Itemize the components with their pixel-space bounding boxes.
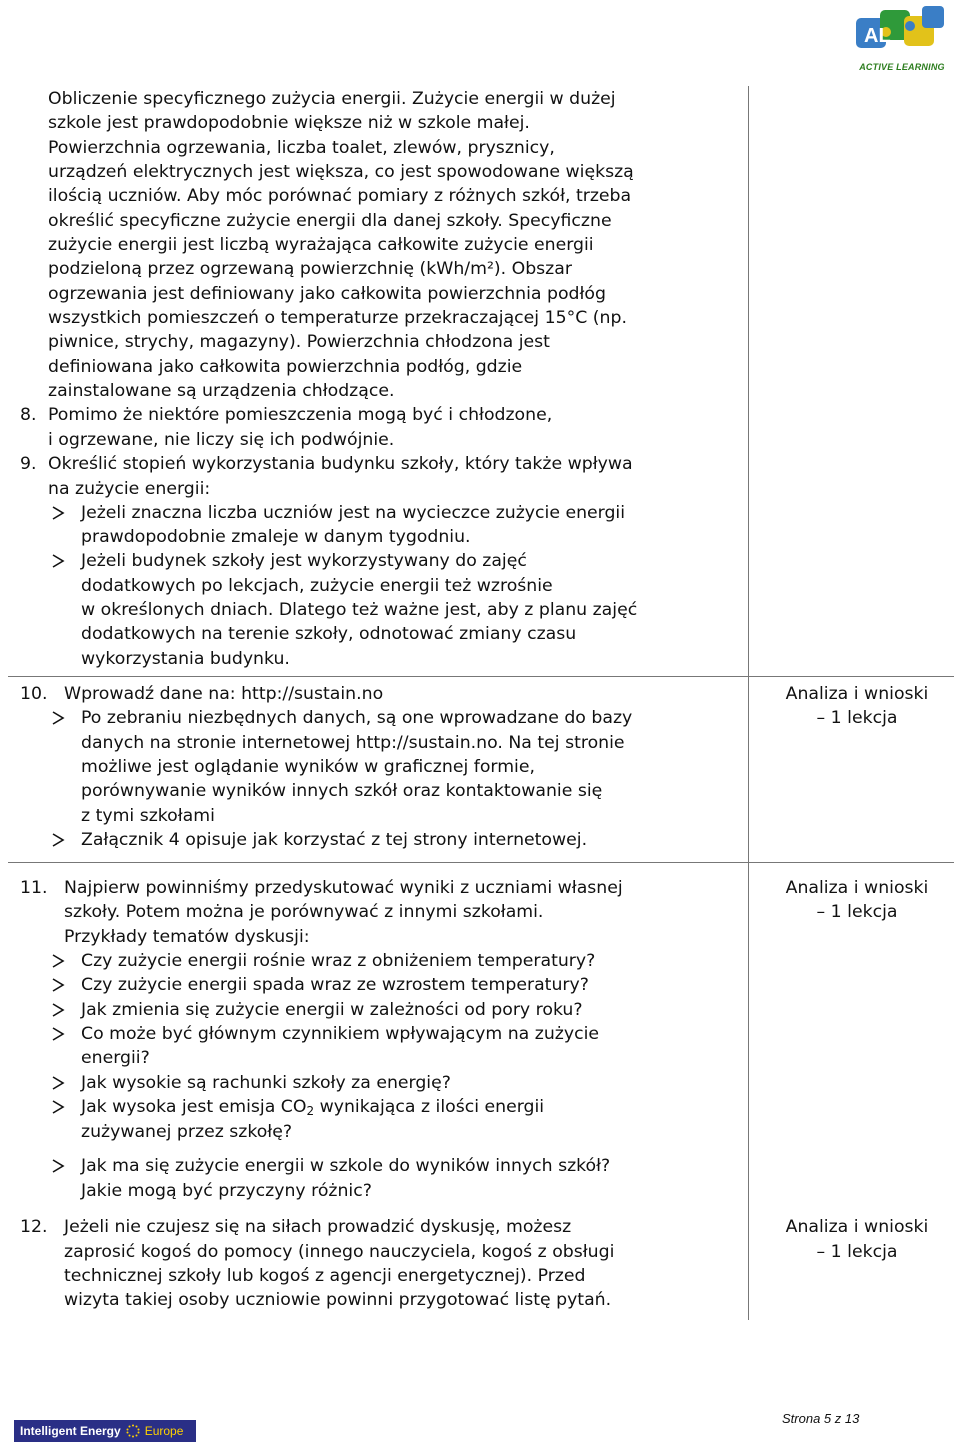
bullet-line: prawdopodobnie zmaleje w danym tygodniu. (81, 527, 471, 547)
co2-text-pre: Jak wysoka jest emisja CO (81, 1097, 307, 1117)
item-line: na zużycie energii: (48, 479, 211, 499)
page-number: Strona 5 z 13 (782, 1411, 860, 1426)
bullet-line: Jak zmienia się zużycie energii w zależności od pory roku? (81, 1000, 583, 1020)
lesson-label: Analiza i wnioski (785, 878, 929, 898)
item-number: 12. (20, 1217, 48, 1237)
item-number: 9. (20, 454, 37, 474)
bullet-line: Czy zużycie energii spada wraz ze wzrostem temperatury? (81, 975, 589, 995)
column-divider (748, 86, 749, 1320)
item-line: Określić stopień wykorzystania budynku szkoły, który także wpływa (48, 454, 633, 474)
bullet-line: zużywanej przez szkołę? (81, 1122, 293, 1142)
intro-line: ogrzewania jest definiowany jako całkowita powierzchnia podłóg (48, 284, 606, 304)
bullet-arrow-icon (50, 1026, 66, 1042)
bullet-line: Jakie mogą być przyczyny różnic? (81, 1181, 372, 1201)
intro-line: zużycie energii jest liczbą wyrażająca całkowite zużycie energii (48, 235, 594, 255)
intro-line: podzieloną przez ogrzewaną powierzchnię (kWh/m²). Obszar (48, 259, 572, 279)
intro-line: określić specyficzne zużycie energii dla danej szkoły. Specyficzne (48, 211, 612, 231)
bullet-arrow-icon (50, 953, 66, 969)
lesson-duration: – 1 lekcja (816, 708, 898, 728)
bullet-line: Załącznik 4 opisuje jak korzystać z tej strony internetowej. (81, 830, 588, 850)
bullet-arrow-icon (50, 1099, 66, 1115)
item-line: szkoły. Potem można je porównywać z innymi szkołami. (64, 902, 544, 922)
row-divider-2 (8, 862, 954, 863)
footer-brand-b: Europe (144, 1424, 184, 1438)
intro-line: wszystkich pomieszczeń o temperaturze przekraczającej 15°C (np. (48, 308, 627, 328)
intro-line: piwnice, strychy, magazyny). Powierzchnia chłodzona jest (48, 332, 550, 352)
item-title: Wprowadź dane na: http://sustain.no (64, 684, 384, 704)
item-line: zaprosić kogoś do pomocy (innego nauczyciela, kogoś z obsługi (64, 1242, 615, 1262)
bullet-arrow-icon (50, 710, 66, 726)
puzzle-logo-icon (852, 4, 950, 64)
co2-text-post: wynikająca z ilości energii (314, 1097, 545, 1117)
intro-line: zainstalowane są urządzenia chłodzące. (48, 381, 395, 401)
item-line: i ogrzewane, nie liczy się ich podwójnie. (48, 430, 395, 450)
bullet-line: Jak ma się zużycie energii w szkole do wyników innych szkół? (81, 1156, 611, 1176)
bullet-line: Czy zużycie energii rośnie wraz z obniżeniem temperatury? (81, 951, 596, 971)
row-divider-1 (8, 676, 954, 677)
eu-flag-icon (124, 1423, 142, 1439)
bullet-line: dodatkowych po lekcjach, zużycie energii też wzrośnie (81, 576, 553, 596)
bullet-line: danych na stronie internetowej http://sustain.no. Na tej stronie (81, 733, 625, 753)
intro-line: szkole jest prawdopodobnie większe niż w szkole małej. (48, 113, 530, 133)
bullet-arrow-icon (50, 1002, 66, 1018)
item-line: Najpierw powinniśmy przedyskutować wyniki z uczniami własnej (64, 878, 623, 898)
item-number: 11. (20, 878, 48, 898)
bullet-arrow-icon (50, 977, 66, 993)
bullet-line: w określonych dniach. Dlatego też ważne jest, aby z planu zajęć (81, 600, 638, 620)
co2-subscript: 2 (306, 1104, 315, 1118)
lesson-duration: – 1 lekcja (816, 902, 898, 922)
item-line: technicznej szkoły lub kogoś z agencji energetycznej). Przed (64, 1266, 586, 1286)
bullet-line: wykorzystania budynku. (81, 649, 290, 669)
intro-line: definiowana jako całkowita powierzchnia podłóg, gdzie (48, 357, 523, 377)
active-learning-logo (852, 4, 950, 76)
item-line: Pomimo że niektóre pomieszczenia mogą być i chłodzone, (48, 405, 553, 425)
logo-text: ACTIVE LEARNING (859, 62, 945, 72)
bullet-arrow-icon (50, 553, 66, 569)
bullet-line: energii? (81, 1048, 150, 1068)
intelligent-energy-logo (14, 1420, 196, 1442)
intro-line: Obliczenie specyficznego zużycia energii. Zużycie energii w dużej (48, 89, 616, 109)
bullet-arrow-icon (50, 505, 66, 521)
item-line: Jeżeli nie czujesz się na siłach prowadzić dyskusję, możesz (64, 1217, 572, 1237)
bullet-line: Co może być głównym czynnikiem wpływającym na zużycie (81, 1024, 599, 1044)
bullet-arrow-icon (50, 1075, 66, 1091)
bullet-line: z tymi szkołami (81, 806, 215, 826)
item-line: wizyta takiej osoby uczniowie powinni przygotować listę pytań. (64, 1290, 612, 1310)
bullet-line: Jak wysokie są rachunki szkoły za energię? (81, 1073, 451, 1093)
bullet-line: porównywanie wyników innych szkół oraz kontaktowanie się (81, 781, 603, 801)
bullet-line: Jeżeli budynek szkoły jest wykorzystywany do zajęć (81, 551, 527, 571)
bullet-line: możliwe jest oglądanie wyników w graficznej formie, (81, 757, 535, 777)
bullet-line: Jeżeli znaczna liczba uczniów jest na wycieczce zużycie energii (81, 503, 626, 523)
item-number: 8. (20, 405, 37, 425)
bullet-line: Po zebraniu niezbędnych danych, są one wprowadzane do bazy (81, 708, 633, 728)
intro-line: urządzeń elektrycznych jest większa, co jest spowodowane większą (48, 162, 634, 182)
logo-letter-a: AL (864, 25, 891, 47)
item-number: 10. (20, 684, 48, 704)
intro-line: Powierzchnia ogrzewania, liczba toalet, zlewów, prysznicy, (48, 138, 555, 158)
intro-line: ilością uczniów. Aby móc porównać pomiary z różnych szkół, trzeba (48, 186, 632, 206)
lesson-label: Analiza i wnioski (785, 1217, 929, 1237)
bullet-arrow-icon (50, 832, 66, 848)
footer-brand-a: Intelligent Energy (20, 1424, 121, 1438)
lesson-label: Analiza i wnioski (785, 684, 929, 704)
item-line: Przykłady tematów dyskusji: (64, 927, 310, 947)
lesson-duration: – 1 lekcja (816, 1242, 898, 1262)
bullet-line: dodatkowych na terenie szkoły, odnotować zmiany czasu (81, 624, 577, 644)
bullet-arrow-icon (50, 1158, 66, 1174)
